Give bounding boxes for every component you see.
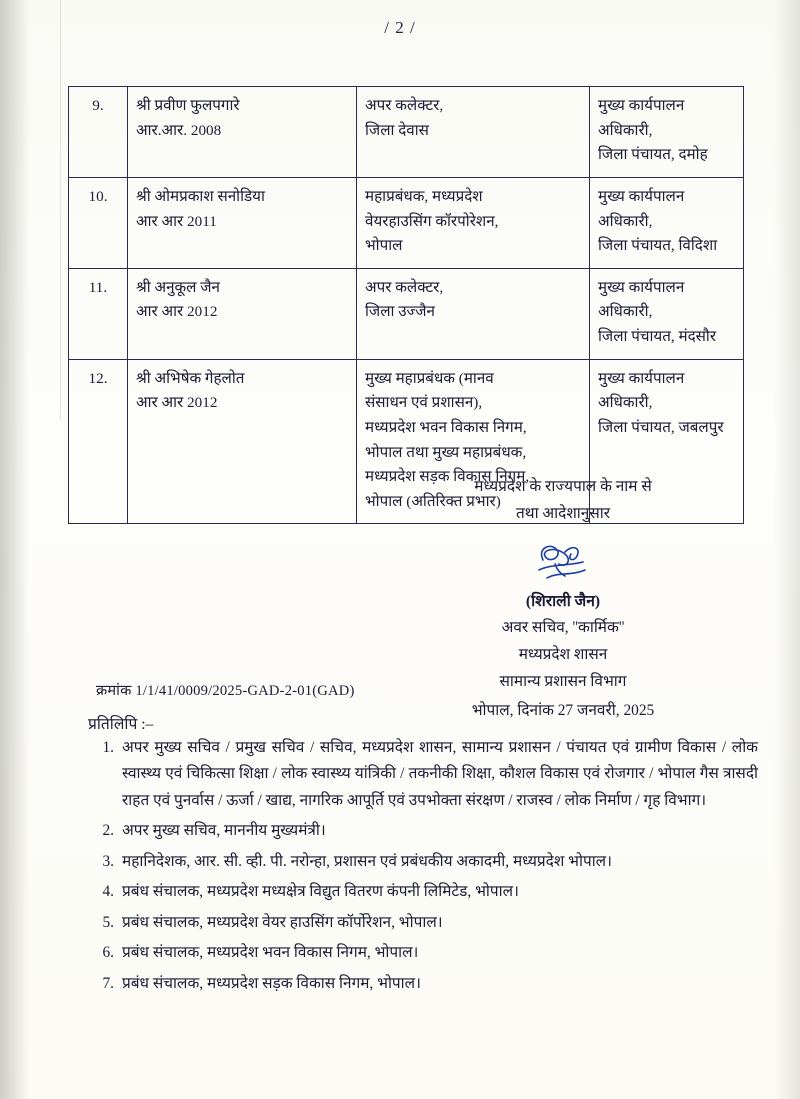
list-item-text: प्रबंध संचालक, मध्यप्रदेश सड़क विकास निगम, भोपाल। — [122, 974, 421, 992]
list-item-number: 5. — [102, 913, 114, 931]
table-row — [69, 268, 744, 359]
list-item-text: प्रबंध संचालक, मध्यप्रदेश मध्यक्षेत्र विद्युत वितरण कंपनी लिमिटेड, भोपाल। — [122, 883, 519, 901]
officer-batch-line: आर आर 2011 — [136, 212, 217, 230]
new-posting-line: मुख्य कार्यपालन अधिकारी, — [598, 97, 685, 139]
new-posting-line: मुख्य कार्यपालन अधिकारी, — [598, 187, 685, 230]
reference-number: क्रमांक 1/1/41/0009/2025-GAD-2-01(GAD) — [96, 683, 355, 699]
present-posting-line: वेयरहाउसिंग कॉरपोरेशन, — [365, 212, 499, 230]
list-item-number: 1. — [102, 739, 114, 756]
row-serial-number: 11. — [69, 268, 128, 359]
signature-block — [398, 474, 728, 725]
list-item-number: 3. — [102, 852, 114, 870]
authority-line-1: मध्यप्रदेश के राज्यपाल के नाम से — [474, 478, 652, 495]
present-posting-line: भोपाल — [365, 237, 403, 255]
list-item — [88, 910, 758, 936]
new-posting-line: जिला पंचायत, दमोह — [598, 146, 708, 164]
row-present-posting — [357, 87, 590, 178]
new-posting-line: जिला पंचायत, विदिशा — [598, 237, 718, 255]
list-item-text: प्रबंध संचालक, मध्यप्रदेश भवन विकास निगम, भोपाल। — [122, 944, 419, 962]
list-item-text: महानिदेशक, आर. सी. व्ही. पी. नरोन्हा, प्रशासन एवं प्रबंधकीय अकादमी, मध्यप्रदेश भोपाल। — [122, 852, 612, 870]
list-item-number: 7. — [102, 974, 114, 992]
signatory-department: सामान्य प्रशासन विभाग — [499, 673, 627, 691]
row-present-posting — [357, 268, 590, 359]
officer-name-line: श्री प्रवीण फुलपगारे — [136, 97, 240, 114]
list-item — [88, 735, 758, 814]
row-new-posting — [590, 87, 744, 178]
new-posting-line: मुख्य कार्यपालन अधिकारी, — [598, 369, 685, 412]
table-row — [69, 87, 744, 178]
officer-batch-line: आर.आर. 2008 — [136, 121, 222, 139]
present-posting-line: संसाधन एवं प्रशासन), — [365, 394, 483, 412]
row-new-posting — [590, 268, 744, 359]
signatory-government: मध्यप्रदेश शासन — [518, 646, 608, 664]
officer-name-line: श्री ओमप्रकाश सनोडिया — [136, 187, 265, 205]
list-item — [88, 849, 758, 875]
officer-batch-line: आर आर 2012 — [136, 394, 218, 412]
row-serial-number: 9. — [69, 87, 128, 178]
officers-table-body — [69, 87, 744, 524]
list-item — [88, 818, 758, 844]
officer-name-line: श्री अनुकूल जैन — [136, 278, 220, 296]
present-posting-line: अपर कलेक्टर, — [365, 278, 444, 296]
present-posting-line: जिला देवास — [365, 121, 429, 139]
present-posting-line: महाप्रबंधक, मध्यप्रदेश — [365, 187, 483, 205]
page-left-shadow — [0, 0, 30, 1099]
list-item — [88, 879, 758, 905]
present-posting-line: भोपाल (अतिरिक्त प्रभार) — [365, 492, 501, 510]
handwritten-signature-icon — [503, 534, 623, 586]
row-serial-number: 10. — [69, 177, 128, 268]
row-new-posting — [590, 177, 744, 268]
page-right-shadow — [774, 0, 800, 1099]
present-posting-line: मध्यप्रदेश भवन विकास निगम, — [365, 418, 527, 436]
authority-line-2: तथा आदेशानुसार — [515, 504, 611, 522]
list-item-number: 4. — [102, 883, 114, 901]
present-posting-line: मध्यप्रदेश सड़क विकास निगम, — [365, 468, 530, 486]
row-officer-name — [128, 87, 357, 178]
officer-batch-line: आर आर 2012 — [136, 303, 218, 321]
officers-table-container — [68, 86, 744, 524]
row-officer-name — [128, 359, 357, 524]
list-item-number: 6. — [102, 944, 114, 962]
row-officer-name — [128, 268, 357, 359]
list-item-text: अपर मुख्य सचिव, माननीय मुख्यमंत्री। — [122, 822, 326, 840]
new-posting-line: मुख्य कार्यपालन अधिकारी, — [598, 278, 685, 321]
officers-table — [68, 86, 744, 524]
list-item — [88, 971, 758, 997]
list-item-number: 2. — [102, 822, 114, 840]
row-present-posting — [357, 177, 590, 268]
signatory-designation: अवर सचिव, ''कार्मिक'' — [501, 619, 625, 637]
present-posting-line: मुख्य महाप्रबंधक (मानव — [365, 369, 494, 387]
new-posting-line: जिला पंचायत, मंदसौर — [598, 328, 717, 345]
present-posting-line: जिला उज्जैन — [365, 303, 435, 321]
officer-name-line: श्री अभिषेक गेहलोत — [136, 369, 245, 387]
signature-place-date: भोपाल, दिनांक 27 जनवरी, 2025 — [471, 702, 655, 720]
new-posting-line: जिला पंचायत, जबलपुर — [598, 418, 724, 436]
page-number: / 2 / — [384, 18, 416, 37]
list-item-text: प्रबंध संचालक, मध्यप्रदेश वेयर हाउसिंग कॉर्पोरेशन, भोपाल। — [122, 913, 443, 931]
present-posting-line: भोपाल तथा मुख्य महाप्रबंधक, — [365, 443, 527, 461]
present-posting-line: अपर कलेक्टर, — [365, 97, 444, 114]
row-serial-number: 12. — [69, 359, 128, 524]
table-row — [69, 177, 744, 268]
page-fold-line — [60, 0, 61, 420]
list-item-text: अपर मुख्य सचिव / प्रमुख सचिव / सचिव, मध्यप्रदेश शासन, सामान्य प्रशासन / पंचायत एवं ग्रामीण विकास / लोक स्वास्थ्य एवं चिकित्सा शिक्षा / लोक स्वास्थ्य यांत्रिकी / तकनीकी शिक्षा, कौशल विकास एवं रोजगार / भोपाल गैस त्रासदी राहत एवं पुनर्वास / ऊर्जा / खाद्य, नागरिक आपूर्ति एवं उपभोक्ता संरक्षण / राजस्व / लोक निर्माण / गृह विभाग। — [122, 739, 758, 809]
row-officer-name — [128, 177, 357, 268]
copy-to-heading: प्रतिलिपि :– — [88, 716, 154, 733]
list-item — [88, 940, 758, 966]
signatory-name: (शिराली जैन) — [525, 592, 601, 610]
copy-to-list — [88, 735, 758, 1001]
